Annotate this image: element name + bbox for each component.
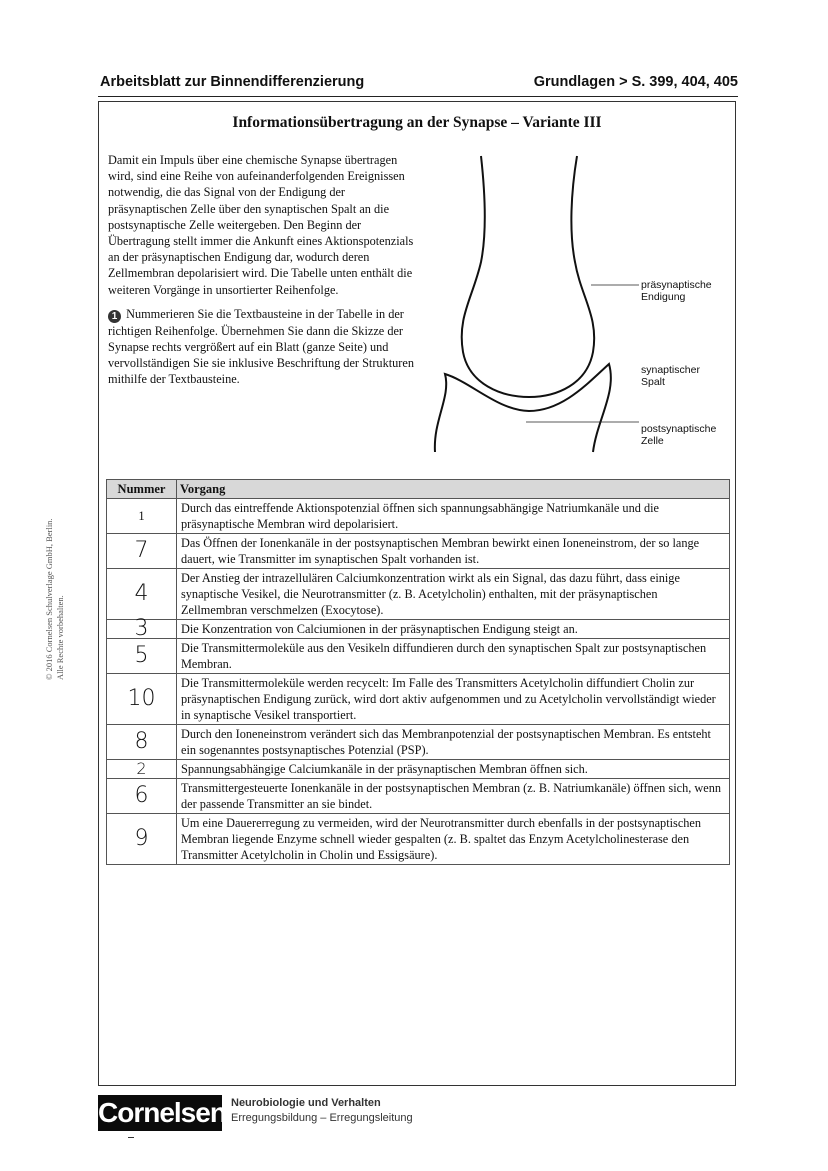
copyright-line-2: Alle Rechte vorbehalten. [55,595,65,680]
copyright-line-1: © 2016 Cornelsen Schulverlage GmbH, Berlin. [44,518,54,680]
synapse-sketch [421,152,721,467]
table-row [107,534,730,569]
row-number-cell[interactable]: 10 [107,674,177,725]
row-process-text: Um eine Dauererregung zu vermeiden, wird der Neurotransmitter durch ebenfalls in der postsynaptischen Membran liegende Enzyme schnell wieder gespalten (z. B. spaltet das Enzym Acetylcholinesterase den Transmitter Acetylcholin in Cholin und Essigsäure). [177,814,730,865]
process-table [106,479,730,865]
label-presynaptic-line-1: präsynaptische [641,279,712,291]
postsynaptic-outline [435,364,611,452]
row-process-text: Die Transmittermoleküle aus den Vesikeln diffundieren durch den synaptischen Spalt zur postsynaptischen Membran. [177,639,730,674]
row-process-text: Der Anstieg der intrazellulären Calciumkonzentration wirkt als ein Signal, das dazu führt, dass einige synaptische Vesikel, die Neurotransmitter (z. B. Acetylcholin) enthalten, mit der präsynaptischen Zellmembran verschmelzen (Exocytose). [177,569,730,620]
synapse-diagram [421,152,721,472]
worksheet-frame [98,101,736,1086]
table-row [107,620,730,639]
row-process-text: Transmittergesteuerte Ionenkanäle in der postsynaptischen Membran (z. B. Natriumkanäle) öffnen sich, wenn der passende Transmitter an sie bindet. [177,779,730,814]
footer-subtitle: Erregungsbildung – Erregungsleitung [231,1112,413,1124]
row-number-cell[interactable]: 2 [107,760,177,779]
header-process: Vorgang [177,480,730,499]
table-row [107,639,730,674]
row-process-text: Die Transmittermoleküle werden recycelt: Im Falle des Transmitters Acetylcholin diffundiert Cholin zur präsynaptischen Endigung zurück, wird dort aktiv aufgenommen und zu Acetylcholin vervollständigt wieder in synaptische Vesikel transportiert. [177,674,730,725]
copyright-note [44,518,66,680]
row-process-text: Spannungsabhängige Calciumkanäle in der präsynaptischen Membran öffnen sich. [177,760,730,779]
label-presynaptic-line-2: Endigung [641,291,686,303]
intro-paragraph: Damit ein Impuls über eine chemische Synapse übertragen wird, sind eine Reihe von aufeinanderfolgenden Ereignissen notwendig, die das Signal von der Endigung der präsynaptischen Zelle über den synaptischen Spalt an die postsynaptische Zelle weitergeben. Den Beginn der Übertragung stellt immer die Ankunft eines Aktionspotenzials an der präsynaptischen Endigung dar, wodurch deren Zellmembran depolarisiert wird. Die Tabelle unten enthält die weiteren Vorgänge in unsortierter Reihenfolge. [108,153,414,297]
label-presynaptic-ending [641,279,712,303]
table-header-row [107,480,730,499]
row-number-cell[interactable]: 9 [107,814,177,865]
row-number-cell[interactable]: 8 [107,725,177,760]
row-number-cell[interactable]: 1 [107,499,177,534]
row-number-cell[interactable]: 4 [107,569,177,620]
row-number-cell[interactable]: 6 [107,779,177,814]
task-text: Nummerieren Sie die Textbausteine in der Tabelle in der richtigen Reihenfolge. Übernehmen Sie dann die Skizze der Synapse rechts vergrößert auf ein Blatt (ganze Seite) und vervollständigen Sie sie inklusive Beschriftung der Strukturen mithilfe der Textbausteine. [108,306,414,387]
footer-title: Neurobiologie und Verhalten [231,1097,381,1109]
cornelsen-logo: Cornelsen [98,1095,222,1131]
task-number-badge: 1 [108,310,121,323]
table-row [107,779,730,814]
logo-tick-mark [128,1137,134,1138]
row-process-text: Durch den Ioneneinstrom verändert sich das Membranpotenzial der postsynaptischen Membran. Es entsteht ein sogenanntes postsynaptisches Potenzial (PSP). [177,725,730,760]
intro-text-block [108,152,414,396]
table-row [107,814,730,865]
table-row [107,569,730,620]
label-synaptic-cleft [641,364,700,388]
presynaptic-outline [462,156,595,397]
header-rule [98,96,738,97]
header-left-title: Arbeitsblatt zur Binnendifferenzierung [100,74,365,90]
label-cleft-line-1: synaptischer [641,364,700,376]
label-postsynaptic-cell [641,423,716,447]
table-row [107,760,730,779]
row-number-cell[interactable]: 7 [107,534,177,569]
table-row [107,674,730,725]
row-process-text: Durch das eintreffende Aktionspotenzial öffnen sich spannungsabhängige Natriumkanäle und die präsynaptische Membran wird depolarisiert. [177,499,730,534]
task-paragraph [108,306,414,388]
worksheet-title: Informationsübertragung an der Synapse – Variante III [232,114,602,131]
table-row [107,725,730,760]
label-cleft-line-2: Spalt [641,376,665,388]
label-postsynaptic-line-1: postsynaptische [641,423,717,435]
table-row [107,499,730,534]
row-number-cell[interactable]: 3 [107,620,177,639]
header-number: Nummer [107,480,177,499]
row-process-text: Das Öffnen der Ionenkanäle in der postsynaptischen Membran bewirkt einen Ioneneinstrom, der so lange dauert, wie Transmitter im synaptischen Spalt vorhanden ist. [177,534,730,569]
label-postsynaptic-line-2: Zelle [641,435,664,447]
header-page-reference: Grundlagen > S. 399, 404, 405 [533,74,738,90]
row-process-text: Die Konzentration von Calciumionen in der präsynaptischen Endigung steigt an. [177,620,730,639]
row-number-cell[interactable]: 5 [107,639,177,674]
